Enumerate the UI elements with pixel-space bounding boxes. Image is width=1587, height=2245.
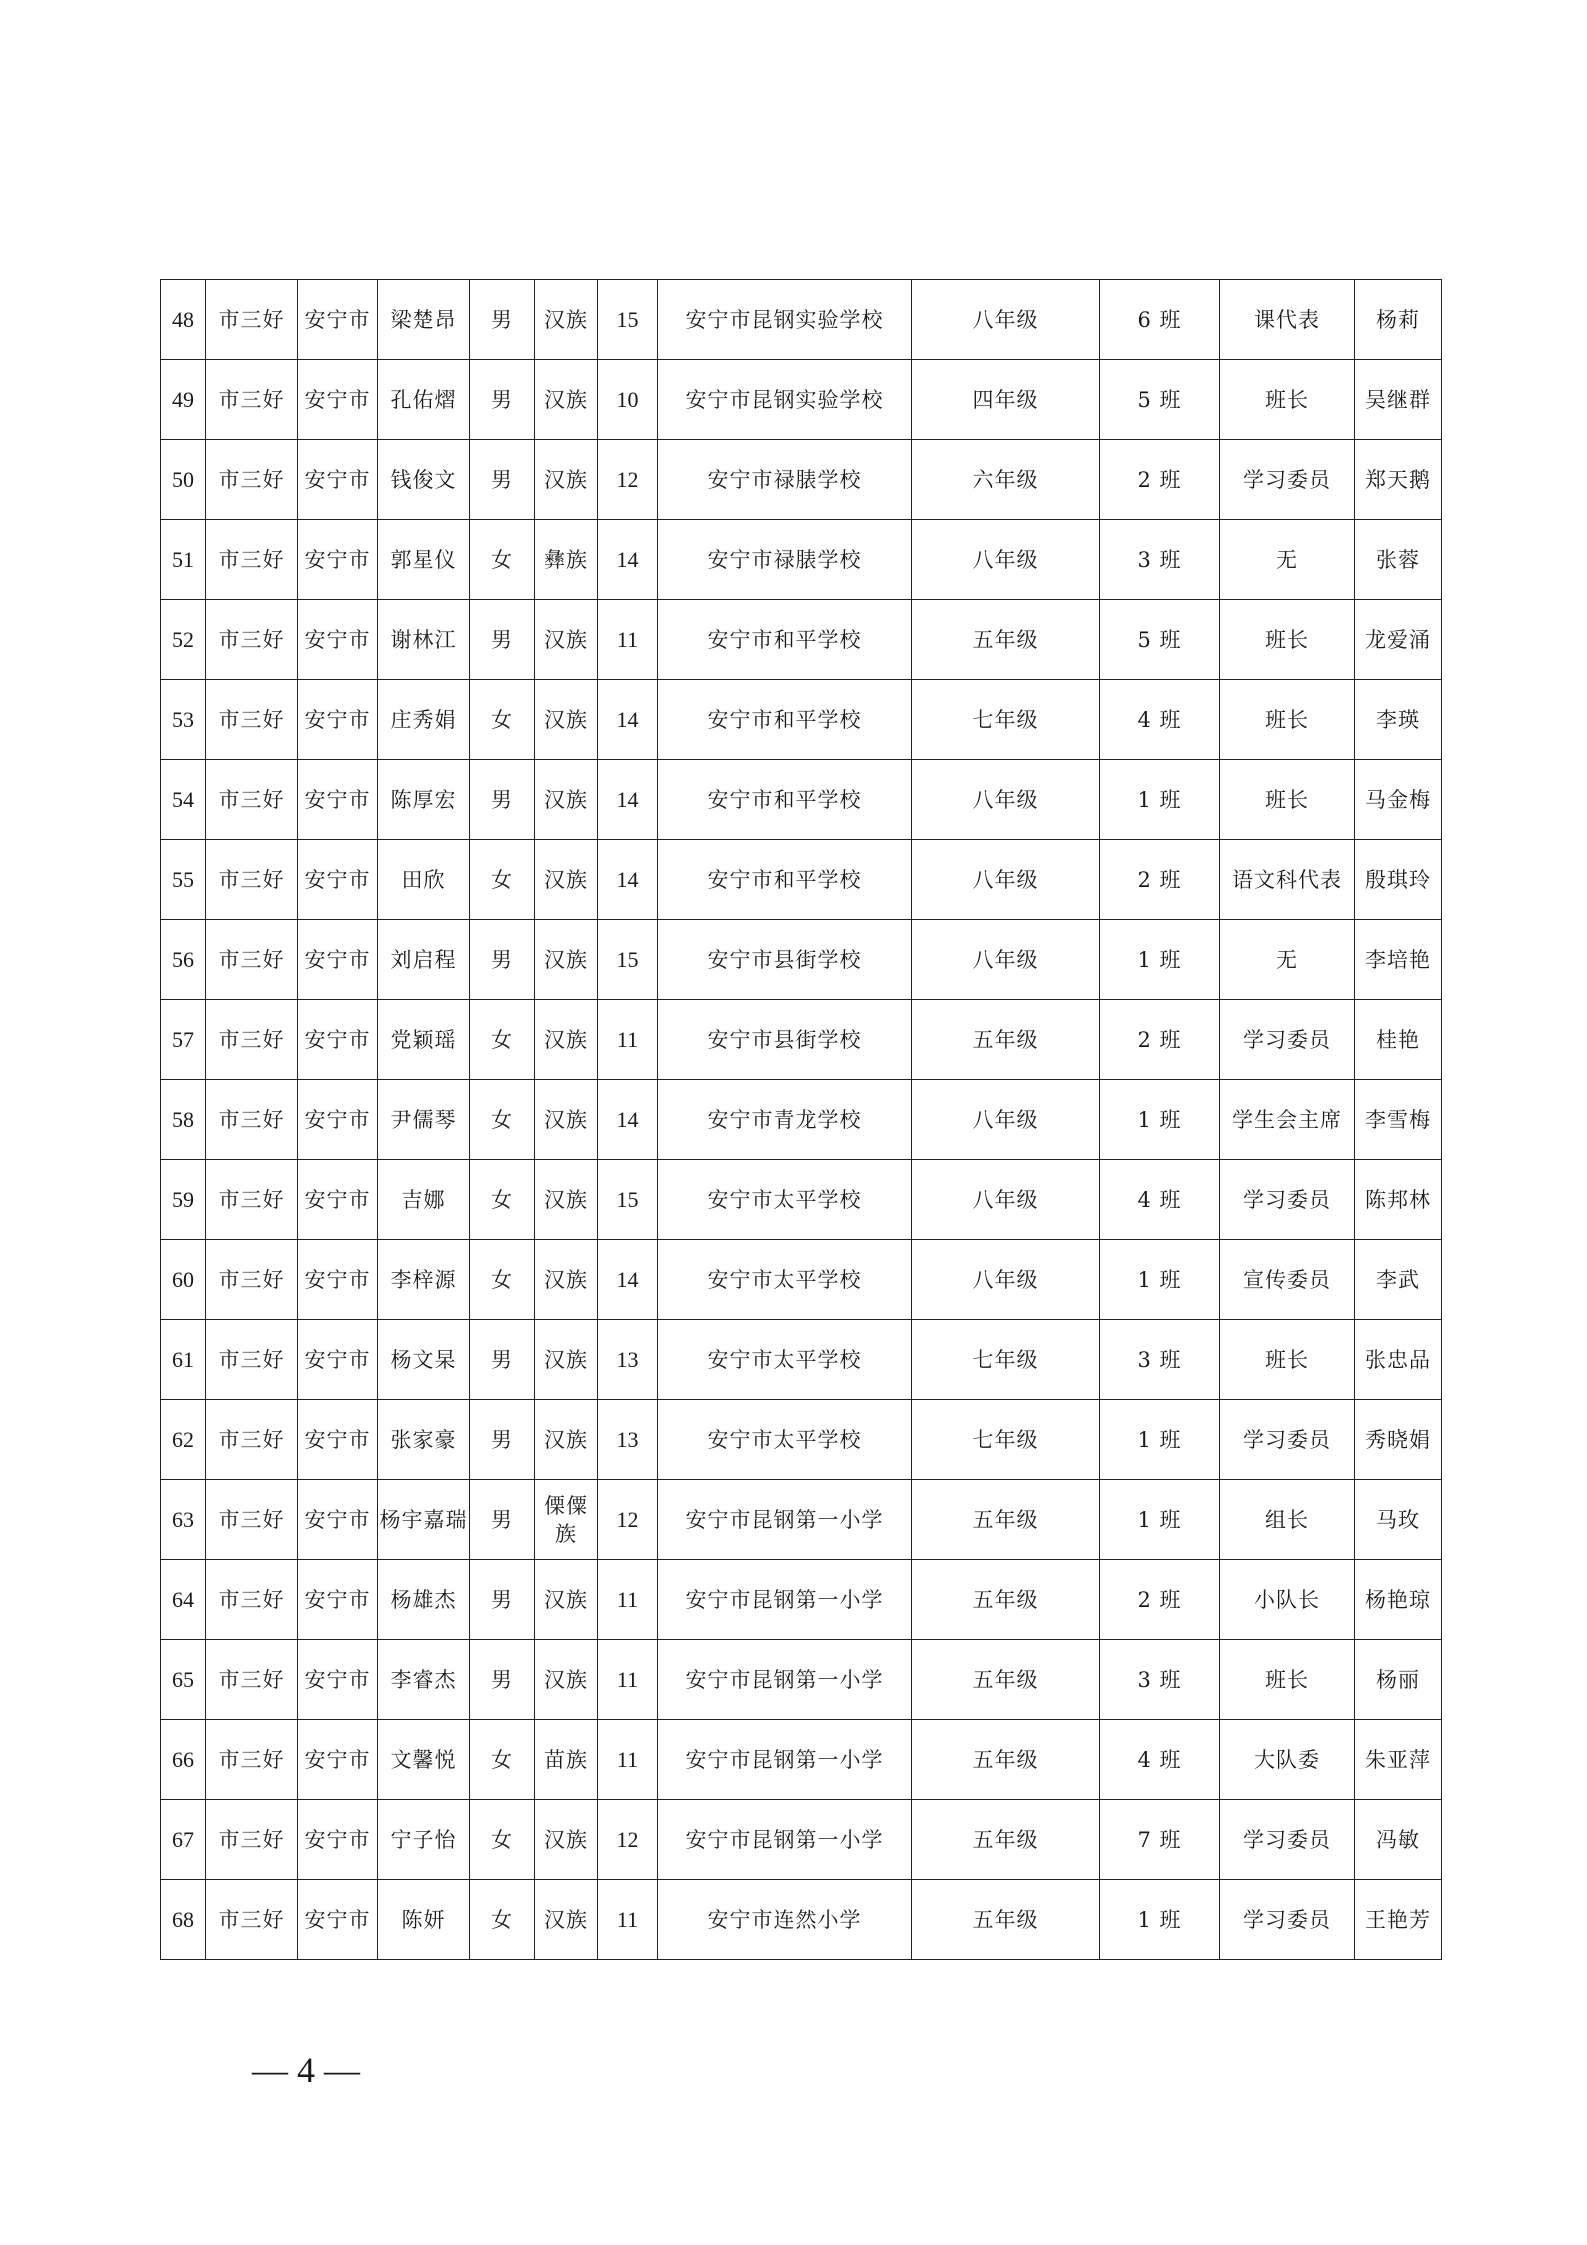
cell-student-name: 李睿杰 xyxy=(378,1640,470,1720)
cell-school: 安宁市昆钢第一小学 xyxy=(658,1480,912,1560)
cell-grade: 七年级 xyxy=(912,680,1100,760)
cell-class: 1 班 xyxy=(1100,1240,1220,1320)
cell-school: 安宁市和平学校 xyxy=(658,840,912,920)
table-row xyxy=(161,1480,1442,1560)
cell-city: 安宁市 xyxy=(298,360,378,440)
cell-city: 安宁市 xyxy=(298,440,378,520)
cell-class: 4 班 xyxy=(1100,1160,1220,1240)
cell-age: 11 xyxy=(598,600,658,680)
cell-student-name: 宁子怡 xyxy=(378,1800,470,1880)
cell-age: 12 xyxy=(598,1800,658,1880)
cell-city: 安宁市 xyxy=(298,1160,378,1240)
cell-city: 安宁市 xyxy=(298,1800,378,1880)
cell-grade: 六年级 xyxy=(912,440,1100,520)
cell-honor: 市三好 xyxy=(206,840,298,920)
page-number: — 4 — xyxy=(252,2050,360,2090)
cell-class: 3 班 xyxy=(1100,1640,1220,1720)
cell-grade: 八年级 xyxy=(912,1080,1100,1160)
cell-honor: 市三好 xyxy=(206,1880,298,1960)
cell-position: 语文科代表 xyxy=(1220,840,1355,920)
cell-age: 14 xyxy=(598,840,658,920)
cell-class: 7 班 xyxy=(1100,1800,1220,1880)
cell-age: 14 xyxy=(598,1080,658,1160)
cell-student-name: 孔佑熠 xyxy=(378,360,470,440)
cell-gender: 男 xyxy=(470,440,535,520)
table-row xyxy=(161,920,1442,1000)
cell-ethnicity: 汉族 xyxy=(535,1560,598,1640)
cell-position: 课代表 xyxy=(1220,280,1355,360)
cell-class: 2 班 xyxy=(1100,1000,1220,1080)
cell-position: 学习委员 xyxy=(1220,1800,1355,1880)
cell-class: 1 班 xyxy=(1100,920,1220,1000)
table-row xyxy=(161,1560,1442,1640)
cell-position: 班长 xyxy=(1220,760,1355,840)
cell-ethnicity: 汉族 xyxy=(535,280,598,360)
cell-student-name: 李梓源 xyxy=(378,1240,470,1320)
cell-age: 12 xyxy=(598,440,658,520)
cell-teacher: 陈邦林 xyxy=(1355,1160,1442,1240)
table-row xyxy=(161,1400,1442,1480)
cell-gender: 女 xyxy=(470,520,535,600)
table-row xyxy=(161,760,1442,840)
cell-city: 安宁市 xyxy=(298,1880,378,1960)
cell-school: 安宁市和平学校 xyxy=(658,600,912,680)
cell-school: 安宁市太平学校 xyxy=(658,1160,912,1240)
cell-class: 2 班 xyxy=(1100,1560,1220,1640)
cell-index: 63 xyxy=(161,1480,206,1560)
cell-grade: 五年级 xyxy=(912,1000,1100,1080)
cell-school: 安宁市和平学校 xyxy=(658,760,912,840)
cell-position: 班长 xyxy=(1220,1640,1355,1720)
cell-grade: 五年级 xyxy=(912,1800,1100,1880)
cell-position: 组长 xyxy=(1220,1480,1355,1560)
cell-school: 安宁市太平学校 xyxy=(658,1320,912,1400)
cell-gender: 女 xyxy=(470,1240,535,1320)
cell-position: 班长 xyxy=(1220,1320,1355,1400)
cell-grade: 八年级 xyxy=(912,1160,1100,1240)
cell-teacher: 王艳芳 xyxy=(1355,1880,1442,1960)
cell-class: 2 班 xyxy=(1100,840,1220,920)
cell-grade: 五年级 xyxy=(912,1640,1100,1720)
cell-class: 4 班 xyxy=(1100,680,1220,760)
cell-honor: 市三好 xyxy=(206,1160,298,1240)
cell-ethnicity: 苗族 xyxy=(535,1720,598,1800)
cell-grade: 八年级 xyxy=(912,520,1100,600)
cell-teacher: 朱亚萍 xyxy=(1355,1720,1442,1800)
cell-gender: 女 xyxy=(470,680,535,760)
cell-gender: 男 xyxy=(470,1400,535,1480)
cell-grade: 五年级 xyxy=(912,600,1100,680)
cell-teacher: 杨莉 xyxy=(1355,280,1442,360)
cell-student-name: 刘启程 xyxy=(378,920,470,1000)
cell-ethnicity: 汉族 xyxy=(535,1160,598,1240)
cell-index: 66 xyxy=(161,1720,206,1800)
cell-honor: 市三好 xyxy=(206,600,298,680)
cell-teacher: 杨丽 xyxy=(1355,1640,1442,1720)
cell-age: 15 xyxy=(598,1160,658,1240)
cell-index: 54 xyxy=(161,760,206,840)
cell-grade: 八年级 xyxy=(912,1240,1100,1320)
cell-school: 安宁市昆钢第一小学 xyxy=(658,1720,912,1800)
cell-gender: 女 xyxy=(470,840,535,920)
award-list-table xyxy=(160,279,1442,1960)
cell-age: 13 xyxy=(598,1320,658,1400)
cell-teacher: 李瑛 xyxy=(1355,680,1442,760)
cell-class: 5 班 xyxy=(1100,360,1220,440)
cell-ethnicity: 汉族 xyxy=(535,440,598,520)
cell-school: 安宁市县街学校 xyxy=(658,920,912,1000)
cell-teacher: 冯敏 xyxy=(1355,1800,1442,1880)
cell-position: 宣传委员 xyxy=(1220,1240,1355,1320)
cell-teacher: 李培艳 xyxy=(1355,920,1442,1000)
table-row xyxy=(161,1160,1442,1240)
cell-class: 2 班 xyxy=(1100,440,1220,520)
cell-position: 班长 xyxy=(1220,600,1355,680)
cell-ethnicity: 汉族 xyxy=(535,920,598,1000)
cell-gender: 女 xyxy=(470,1880,535,1960)
cell-gender: 男 xyxy=(470,1640,535,1720)
cell-school: 安宁市昆钢第一小学 xyxy=(658,1560,912,1640)
cell-index: 57 xyxy=(161,1000,206,1080)
cell-position: 无 xyxy=(1220,920,1355,1000)
table-row xyxy=(161,1240,1442,1320)
cell-index: 50 xyxy=(161,440,206,520)
cell-index: 64 xyxy=(161,1560,206,1640)
cell-gender: 男 xyxy=(470,1320,535,1400)
cell-teacher: 龙爱涌 xyxy=(1355,600,1442,680)
cell-class: 3 班 xyxy=(1100,1320,1220,1400)
cell-city: 安宁市 xyxy=(298,1640,378,1720)
cell-student-name: 吉娜 xyxy=(378,1160,470,1240)
table-row xyxy=(161,440,1442,520)
cell-index: 55 xyxy=(161,840,206,920)
cell-city: 安宁市 xyxy=(298,1240,378,1320)
cell-city: 安宁市 xyxy=(298,1000,378,1080)
cell-teacher: 郑天鹅 xyxy=(1355,440,1442,520)
cell-index: 68 xyxy=(161,1880,206,1960)
table-row xyxy=(161,1640,1442,1720)
cell-honor: 市三好 xyxy=(206,520,298,600)
cell-ethnicity: 汉族 xyxy=(535,1000,598,1080)
cell-student-name: 庄秀娟 xyxy=(378,680,470,760)
cell-age: 11 xyxy=(598,1000,658,1080)
table-body xyxy=(161,280,1442,1960)
table-row xyxy=(161,840,1442,920)
cell-index: 61 xyxy=(161,1320,206,1400)
cell-school: 安宁市太平学校 xyxy=(658,1400,912,1480)
cell-gender: 男 xyxy=(470,1480,535,1560)
cell-age: 14 xyxy=(598,1240,658,1320)
cell-teacher: 张蓉 xyxy=(1355,520,1442,600)
cell-school: 安宁市连然小学 xyxy=(658,1880,912,1960)
cell-teacher: 杨艳琼 xyxy=(1355,1560,1442,1640)
table-row xyxy=(161,600,1442,680)
cell-school: 安宁市和平学校 xyxy=(658,680,912,760)
cell-city: 安宁市 xyxy=(298,520,378,600)
cell-teacher: 殷琪玲 xyxy=(1355,840,1442,920)
table-row xyxy=(161,1320,1442,1400)
cell-age: 13 xyxy=(598,1400,658,1480)
cell-index: 67 xyxy=(161,1800,206,1880)
cell-city: 安宁市 xyxy=(298,760,378,840)
cell-position: 学习委员 xyxy=(1220,1880,1355,1960)
cell-grade: 七年级 xyxy=(912,1320,1100,1400)
cell-age: 14 xyxy=(598,520,658,600)
cell-student-name: 党颖瑶 xyxy=(378,1000,470,1080)
cell-index: 51 xyxy=(161,520,206,600)
cell-student-name: 杨雄杰 xyxy=(378,1560,470,1640)
cell-class: 1 班 xyxy=(1100,1480,1220,1560)
cell-index: 48 xyxy=(161,280,206,360)
cell-city: 安宁市 xyxy=(298,1080,378,1160)
cell-honor: 市三好 xyxy=(206,1720,298,1800)
cell-teacher: 桂艳 xyxy=(1355,1000,1442,1080)
cell-student-name: 钱俊文 xyxy=(378,440,470,520)
cell-grade: 五年级 xyxy=(912,1880,1100,1960)
cell-ethnicity: 汉族 xyxy=(535,1640,598,1720)
cell-student-name: 杨文杲 xyxy=(378,1320,470,1400)
cell-age: 11 xyxy=(598,1720,658,1800)
cell-city: 安宁市 xyxy=(298,1560,378,1640)
cell-teacher: 马金梅 xyxy=(1355,760,1442,840)
cell-honor: 市三好 xyxy=(206,1240,298,1320)
cell-ethnicity: 汉族 xyxy=(535,1400,598,1480)
cell-city: 安宁市 xyxy=(298,280,378,360)
cell-teacher: 吴继群 xyxy=(1355,360,1442,440)
cell-age: 10 xyxy=(598,360,658,440)
cell-school: 安宁市昆钢实验学校 xyxy=(658,280,912,360)
cell-honor: 市三好 xyxy=(206,360,298,440)
cell-grade: 五年级 xyxy=(912,1480,1100,1560)
cell-index: 60 xyxy=(161,1240,206,1320)
cell-school: 安宁市昆钢实验学校 xyxy=(658,360,912,440)
cell-honor: 市三好 xyxy=(206,920,298,1000)
cell-index: 62 xyxy=(161,1400,206,1480)
cell-position: 学习委员 xyxy=(1220,1000,1355,1080)
cell-school: 安宁市县街学校 xyxy=(658,1000,912,1080)
cell-gender: 女 xyxy=(470,1800,535,1880)
cell-gender: 女 xyxy=(470,1160,535,1240)
cell-gender: 男 xyxy=(470,600,535,680)
cell-city: 安宁市 xyxy=(298,600,378,680)
cell-honor: 市三好 xyxy=(206,1480,298,1560)
cell-class: 1 班 xyxy=(1100,760,1220,840)
cell-position: 学习委员 xyxy=(1220,440,1355,520)
cell-age: 11 xyxy=(598,1560,658,1640)
cell-honor: 市三好 xyxy=(206,760,298,840)
cell-student-name: 尹儒琴 xyxy=(378,1080,470,1160)
cell-student-name: 杨宇嘉瑞 xyxy=(378,1480,470,1560)
cell-city: 安宁市 xyxy=(298,1720,378,1800)
cell-age: 11 xyxy=(598,1880,658,1960)
table-row xyxy=(161,680,1442,760)
cell-honor: 市三好 xyxy=(206,1800,298,1880)
cell-city: 安宁市 xyxy=(298,1400,378,1480)
cell-ethnicity: 汉族 xyxy=(535,1320,598,1400)
cell-school: 安宁市太平学校 xyxy=(658,1240,912,1320)
cell-age: 15 xyxy=(598,920,658,1000)
cell-grade: 八年级 xyxy=(912,920,1100,1000)
cell-index: 53 xyxy=(161,680,206,760)
cell-index: 58 xyxy=(161,1080,206,1160)
cell-index: 56 xyxy=(161,920,206,1000)
cell-student-name: 田欣 xyxy=(378,840,470,920)
cell-city: 安宁市 xyxy=(298,840,378,920)
cell-gender: 女 xyxy=(470,1720,535,1800)
cell-ethnicity: 汉族 xyxy=(535,1080,598,1160)
cell-class: 4 班 xyxy=(1100,1720,1220,1800)
cell-ethnicity: 汉族 xyxy=(535,1880,598,1960)
cell-age: 11 xyxy=(598,1640,658,1720)
cell-city: 安宁市 xyxy=(298,680,378,760)
cell-honor: 市三好 xyxy=(206,1320,298,1400)
cell-position: 班长 xyxy=(1220,360,1355,440)
cell-position: 学生会主席 xyxy=(1220,1080,1355,1160)
cell-student-name: 梁楚昂 xyxy=(378,280,470,360)
cell-student-name: 张家豪 xyxy=(378,1400,470,1480)
table-row xyxy=(161,1720,1442,1800)
cell-teacher: 张忠品 xyxy=(1355,1320,1442,1400)
cell-honor: 市三好 xyxy=(206,1400,298,1480)
cell-class: 6 班 xyxy=(1100,280,1220,360)
cell-age: 14 xyxy=(598,680,658,760)
cell-honor: 市三好 xyxy=(206,280,298,360)
cell-student-name: 文馨悦 xyxy=(378,1720,470,1800)
cell-gender: 女 xyxy=(470,1080,535,1160)
cell-school: 安宁市禄脿学校 xyxy=(658,520,912,600)
cell-teacher: 马玫 xyxy=(1355,1480,1442,1560)
cell-ethnicity: 汉族 xyxy=(535,680,598,760)
cell-school: 安宁市昆钢第一小学 xyxy=(658,1800,912,1880)
table-row xyxy=(161,280,1442,360)
cell-index: 52 xyxy=(161,600,206,680)
cell-grade: 五年级 xyxy=(912,1560,1100,1640)
cell-student-name: 陈厚宏 xyxy=(378,760,470,840)
cell-city: 安宁市 xyxy=(298,1320,378,1400)
cell-ethnicity: 汉族 xyxy=(535,1240,598,1320)
cell-grade: 四年级 xyxy=(912,360,1100,440)
cell-position: 学习委员 xyxy=(1220,1400,1355,1480)
cell-honor: 市三好 xyxy=(206,1000,298,1080)
cell-ethnicity: 汉族 xyxy=(535,360,598,440)
cell-gender: 男 xyxy=(470,360,535,440)
cell-ethnicity: 汉族 xyxy=(535,600,598,680)
cell-student-name: 郭星仪 xyxy=(378,520,470,600)
table-row xyxy=(161,1000,1442,1080)
cell-gender: 男 xyxy=(470,760,535,840)
cell-school: 安宁市青龙学校 xyxy=(658,1080,912,1160)
cell-gender: 女 xyxy=(470,1000,535,1080)
cell-index: 65 xyxy=(161,1640,206,1720)
cell-position: 小队长 xyxy=(1220,1560,1355,1640)
cell-grade: 八年级 xyxy=(912,760,1100,840)
table-row xyxy=(161,520,1442,600)
cell-grade: 八年级 xyxy=(912,280,1100,360)
cell-index: 59 xyxy=(161,1160,206,1240)
cell-honor: 市三好 xyxy=(206,1640,298,1720)
cell-ethnicity: 傈僳族 xyxy=(535,1480,598,1560)
cell-city: 安宁市 xyxy=(298,920,378,1000)
table-row xyxy=(161,360,1442,440)
cell-age: 14 xyxy=(598,760,658,840)
cell-grade: 五年级 xyxy=(912,1720,1100,1800)
cell-class: 3 班 xyxy=(1100,520,1220,600)
cell-ethnicity: 彝族 xyxy=(535,520,598,600)
table-row xyxy=(161,1880,1442,1960)
cell-gender: 男 xyxy=(470,920,535,1000)
cell-honor: 市三好 xyxy=(206,1560,298,1640)
cell-ethnicity: 汉族 xyxy=(535,1800,598,1880)
cell-teacher: 李武 xyxy=(1355,1240,1442,1320)
cell-school: 安宁市昆钢第一小学 xyxy=(658,1640,912,1720)
cell-class: 1 班 xyxy=(1100,1080,1220,1160)
cell-class: 5 班 xyxy=(1100,600,1220,680)
cell-position: 班长 xyxy=(1220,680,1355,760)
cell-honor: 市三好 xyxy=(206,1080,298,1160)
cell-gender: 男 xyxy=(470,1560,535,1640)
cell-grade: 七年级 xyxy=(912,1400,1100,1480)
cell-position: 无 xyxy=(1220,520,1355,600)
cell-teacher: 李雪梅 xyxy=(1355,1080,1442,1160)
cell-student-name: 谢林江 xyxy=(378,600,470,680)
cell-age: 15 xyxy=(598,280,658,360)
cell-honor: 市三好 xyxy=(206,680,298,760)
table-row xyxy=(161,1080,1442,1160)
cell-index: 49 xyxy=(161,360,206,440)
cell-city: 安宁市 xyxy=(298,1480,378,1560)
cell-position: 学习委员 xyxy=(1220,1160,1355,1240)
cell-ethnicity: 汉族 xyxy=(535,760,598,840)
cell-class: 1 班 xyxy=(1100,1400,1220,1480)
cell-school: 安宁市禄脿学校 xyxy=(658,440,912,520)
cell-position: 大队委 xyxy=(1220,1720,1355,1800)
cell-grade: 八年级 xyxy=(912,840,1100,920)
cell-honor: 市三好 xyxy=(206,440,298,520)
cell-teacher: 秀晓娟 xyxy=(1355,1400,1442,1480)
cell-class: 1 班 xyxy=(1100,1880,1220,1960)
cell-student-name: 陈妍 xyxy=(378,1880,470,1960)
cell-ethnicity: 汉族 xyxy=(535,840,598,920)
cell-gender: 男 xyxy=(470,280,535,360)
cell-age: 12 xyxy=(598,1480,658,1560)
table-row xyxy=(161,1800,1442,1880)
